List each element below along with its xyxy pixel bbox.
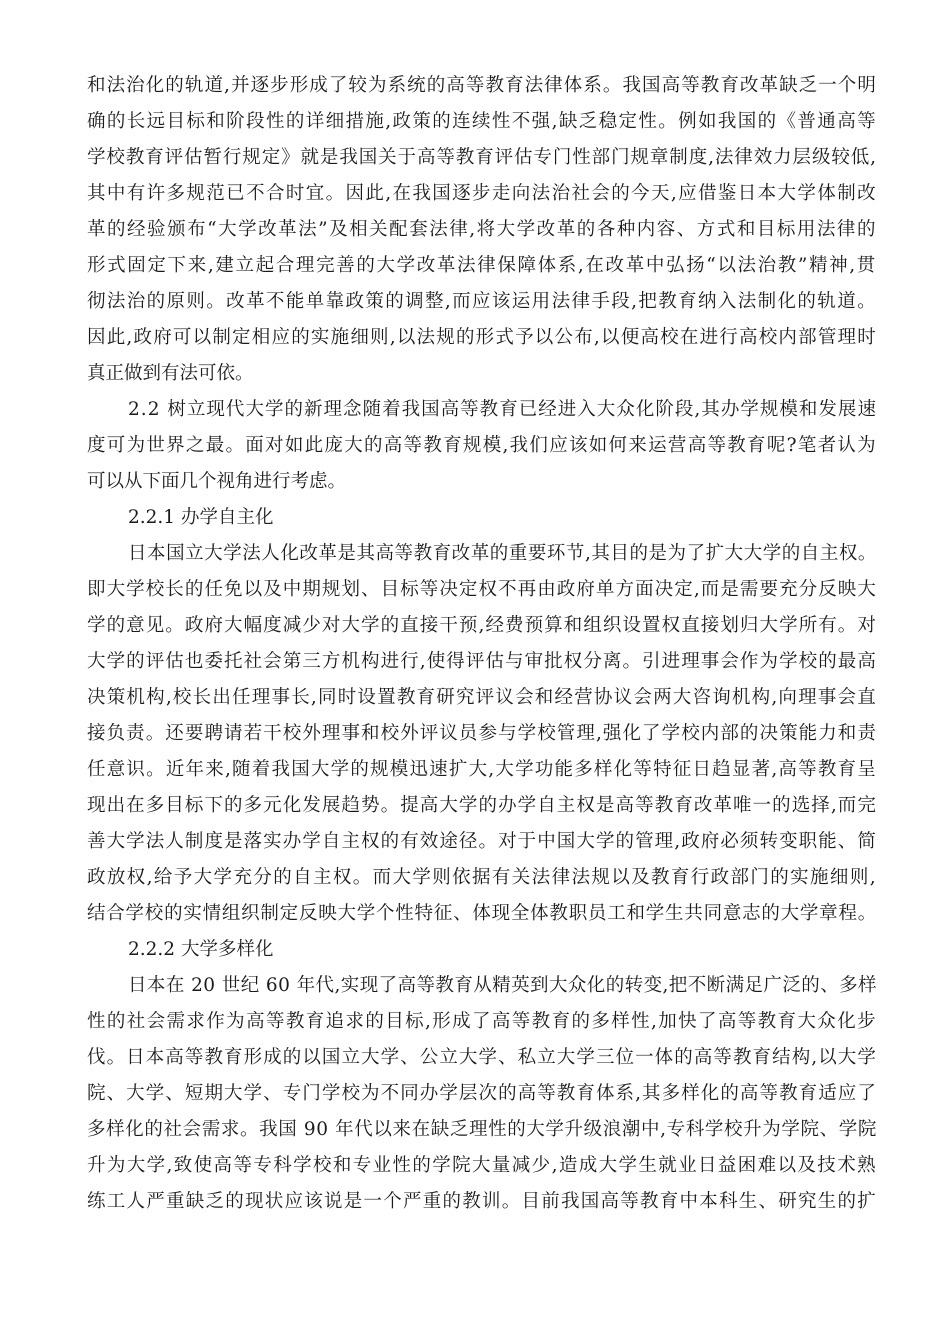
paragraph-line: 学的意见。政府大幅度减少对大学的直接干预,经费预算和组织设置权直接划归大学所有。对 [87, 615, 877, 636]
paragraph-line: 真正做到有法可依。 [87, 363, 254, 384]
paragraph-line: 度可为世界之最。面对如此庞大的高等教育规模,我们应该如何来运营高等教育呢?笔者认为 [87, 435, 877, 456]
section-heading-2-2: 2.2 树立现代大学的新理念随着我国高等教育已经进入大众化阶段,其办学规模和发展速 [128, 399, 877, 420]
subsection-heading-2-2-1: 2.2.1 办学自主化 [128, 507, 274, 528]
paragraph-line: 可以从下面几个视角进行考虑。 [87, 471, 347, 492]
paragraph-line: 日本在 20 世纪 60 年代,实现了高等教育从精英到大众化的转变,把不断满足广泛的、多样 [128, 975, 877, 996]
paragraph-line: 革的经验颁布“大学改革法”及相关配套法律,将大学改革的各种内容、方式和目标用法律的 [87, 219, 877, 240]
paragraph-line: 院、大学、短期大学、专门学校为不同办学层次的高等教育体系,其多样化的高等教育适应了 [87, 1083, 877, 1104]
paragraph-line: 大学的评估也委托社会第三方机构进行,使得评估与审批权分离。引进理事会作为学校的最高 [87, 651, 877, 672]
paragraph-line: 性的社会需求作为高等教育追求的目标,形成了高等教育的多样性,加快了高等教育大众化步 [87, 1011, 877, 1032]
subsection-heading-2-2-2: 2.2.2 大学多样化 [128, 939, 274, 960]
paragraph-line: 日本国立大学法人化改革是其高等教育改革的重要环节,其目的是为了扩大大学的自主权。 [128, 543, 877, 564]
paragraph-line: 多样化的社会需求。我国 90 年代以来在缺乏理性的大学升级浪潮中,专科学校升为学院、学院 [87, 1119, 877, 1140]
paragraph-line: 形式固定下来,建立起合理完善的大学改革法律保障体系,在改革中弘扬“以法治教”精神,贯 [87, 255, 877, 276]
paragraph-line: 结合学校的实情组织制定反映大学个性特征、体现全体教职员工和学生共同意志的大学章程。 [87, 903, 877, 924]
paragraph-line: 政放权,给予大学充分的自主权。而大学则依据有关法律法规以及教育行政部门的实施细则, [87, 867, 877, 888]
paragraph-line: 学校教育评估暂行规定》就是我国关于高等教育评估专门性部门规章制度,法律效力层级较低, [87, 147, 877, 168]
paragraph-line: 接负责。还要聘请若干校外理事和校外评议员参与学校管理,强化了学校内部的决策能力和责 [87, 723, 877, 744]
paragraph-line: 确的长远目标和阶段性的详细措施,政策的连续性不强,缺乏稳定性。例如我国的《普通高等 [87, 111, 877, 132]
paragraph-line: 伐。日本高等教育形成的以国立大学、公立大学、私立大学三位一体的高等教育结构,以大学 [87, 1047, 877, 1068]
paragraph-line: 善大学法人制度是落实办学自主权的有效途径。对于中国大学的管理,政府必须转变职能、简 [87, 831, 877, 852]
paragraph-line: 现出在多目标下的多元化发展趋势。提高大学的办学自主权是高等教育改革唯一的选择,而完 [87, 795, 877, 816]
paragraph-line: 即大学校长的任免以及中期规划、目标等决定权不再由政府单方面决定,而是需要充分反映大 [87, 579, 877, 600]
paragraph-line: 因此,政府可以制定相应的实施细则,以法规的形式予以公布,以便高校在进行高校内部管理时 [87, 327, 877, 348]
paragraph-line: 任意识。近年来,随着我国大学的规模迅速扩大,大学功能多样化等特征日趋显著,高等教育呈 [87, 759, 877, 780]
paragraph-line: 其中有许多规范已不合时宜。因此,在我国逐步走向法治社会的今天,应借鉴日本大学体制改 [87, 183, 877, 204]
paragraph-line: 和法治化的轨道,并逐步形成了较为系统的高等教育法律体系。我国高等教育改革缺乏一个明 [87, 75, 877, 96]
paragraph-line: 彻法治的原则。改革不能单靠政策的调整,而应该运用法律手段,把教育纳入法制化的轨道。 [87, 291, 877, 312]
paragraph-line: 决策机构,校长出任理事长,同时设置教育研究评议会和经营协议会两大咨询机构,向理事会直 [87, 687, 877, 708]
paragraph-line: 练工人严重缺乏的现状应该说是一个严重的教训。目前我国高等教育中本科生、研究生的扩 [87, 1191, 877, 1212]
paragraph-line: 升为大学,致使高等专科学校和专业性的学院大量减少,造成大学生就业日益困难以及技术熟 [87, 1155, 877, 1176]
